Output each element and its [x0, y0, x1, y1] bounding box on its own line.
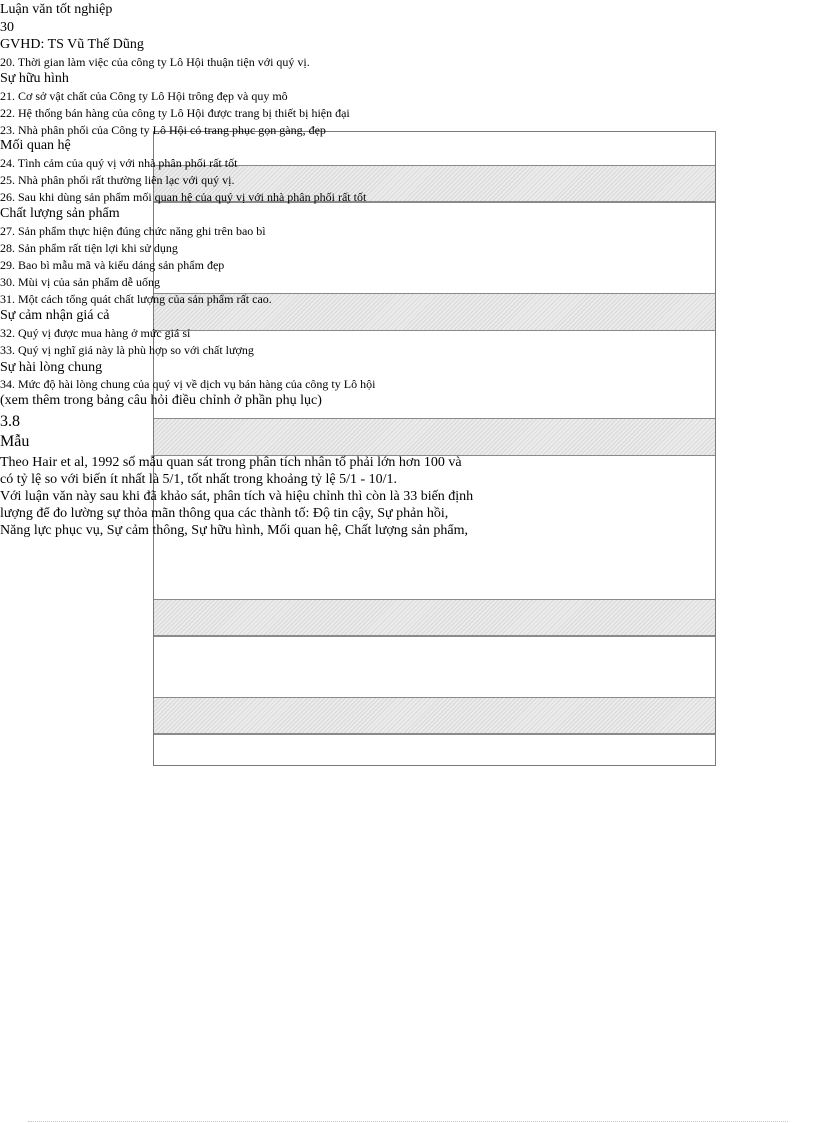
table-rule — [154, 635, 715, 636]
table-rule — [154, 733, 715, 734]
advisor-line: GVHD: TS Vũ Thế Dũng — [0, 37, 144, 52]
category-heading: Sự cảm nhận giá cả — [0, 308, 110, 323]
question-item: 23. Nhà phân phối của Công ty Lô Hội có trang phục gọn gàng, đẹp — [0, 123, 326, 137]
question-item: 32. Quý vị được mua hàng ở mức giá sỉ — [0, 326, 191, 340]
question-item: 28. Sản phẩm rất tiện lợi khi sử dụng — [0, 241, 178, 255]
paragraph-line: Theo Hair et al, 1992 số mẫu quan sát trong phân tích nhân tố phải lớn hơn 100 và — [0, 455, 462, 470]
table-shaded-row — [154, 599, 715, 637]
category-heading: Sự hài lòng chung — [0, 360, 103, 375]
question-item: 31. Một cách tổng quát chất lượng của sản phẩm rất cao. — [0, 292, 272, 306]
section-number: 3.8 — [0, 413, 20, 430]
question-item: 33. Quý vị nghĩ giá này là phù hợp so với chất lượng — [0, 343, 254, 357]
question-item: 22. Hệ thống bán hàng của công ty Lô Hội được trang bị thiết bị hiện đại — [0, 106, 350, 120]
table-shaded-row — [154, 697, 715, 735]
question-item: 34. Mức độ hài lòng chung của quý vị về dịch vụ bán hàng của công ty Lô hội — [0, 377, 376, 391]
category-heading: Mối quan hệ — [0, 138, 71, 153]
paragraph-line: Với luận văn này sau khi đã khảo sát, phân tích và hiệu chỉnh thì còn là 33 biến định — [0, 489, 474, 504]
category-heading: Sự hữu hình — [0, 71, 69, 86]
question-item: 24. Tình cảm của quý vị với nhà phân phối rất tốt — [0, 156, 238, 170]
question-item: 30. Mùi vị của sản phẩm dễ uống — [0, 275, 160, 289]
question-item: 21. Cơ sở vật chất của Công ty Lô Hội trông đẹp và quy mô — [0, 89, 288, 103]
doc-title: Luận văn tốt nghiệp — [0, 2, 113, 17]
page-number: 30 — [0, 20, 14, 35]
category-heading: Chất lượng sản phẩm — [0, 206, 120, 221]
question-item: 20. Thời gian làm việc của công ty Lô Hội thuận tiện với quý vị. — [0, 55, 310, 69]
table-shaded-row — [154, 418, 715, 456]
paragraph-line: lượng để đo lường sự thỏa mãn thông qua các thành tố: Độ tin cậy, Sự phản hồi, — [0, 506, 449, 521]
question-item: 27. Sản phẩm thực hiện đúng chức năng ghi trên bao bì — [0, 224, 266, 238]
paragraph-line: Năng lực phục vụ, Sự cảm thông, Sự hữu hình, Mối quan hệ, Chất lượng sản phẩm, — [0, 523, 469, 538]
paragraph-line: có tỷ lệ so với biến ít nhất là 5/1, tốt nhất trong khoảng tỷ lệ 5/1 - 10/1. — [0, 472, 398, 487]
question-item: 25. Nhà phân phối rất thường liên lạc với quý vị. — [0, 173, 235, 187]
question-item: 29. Bao bì mẫu mã và kiểu dáng sản phẩm đẹp — [0, 258, 225, 272]
question-item: 26. Sau khi dùng sản phẩm mối quan hệ của quý vị với nhà phân phối rất tốt — [0, 190, 367, 204]
appendix-note: (xem thêm trong bảng câu hỏi điều chỉnh ở phần phụ lục) — [0, 393, 322, 408]
page-bottom-divider — [28, 1121, 788, 1122]
section-title: Mẫu — [0, 433, 30, 450]
